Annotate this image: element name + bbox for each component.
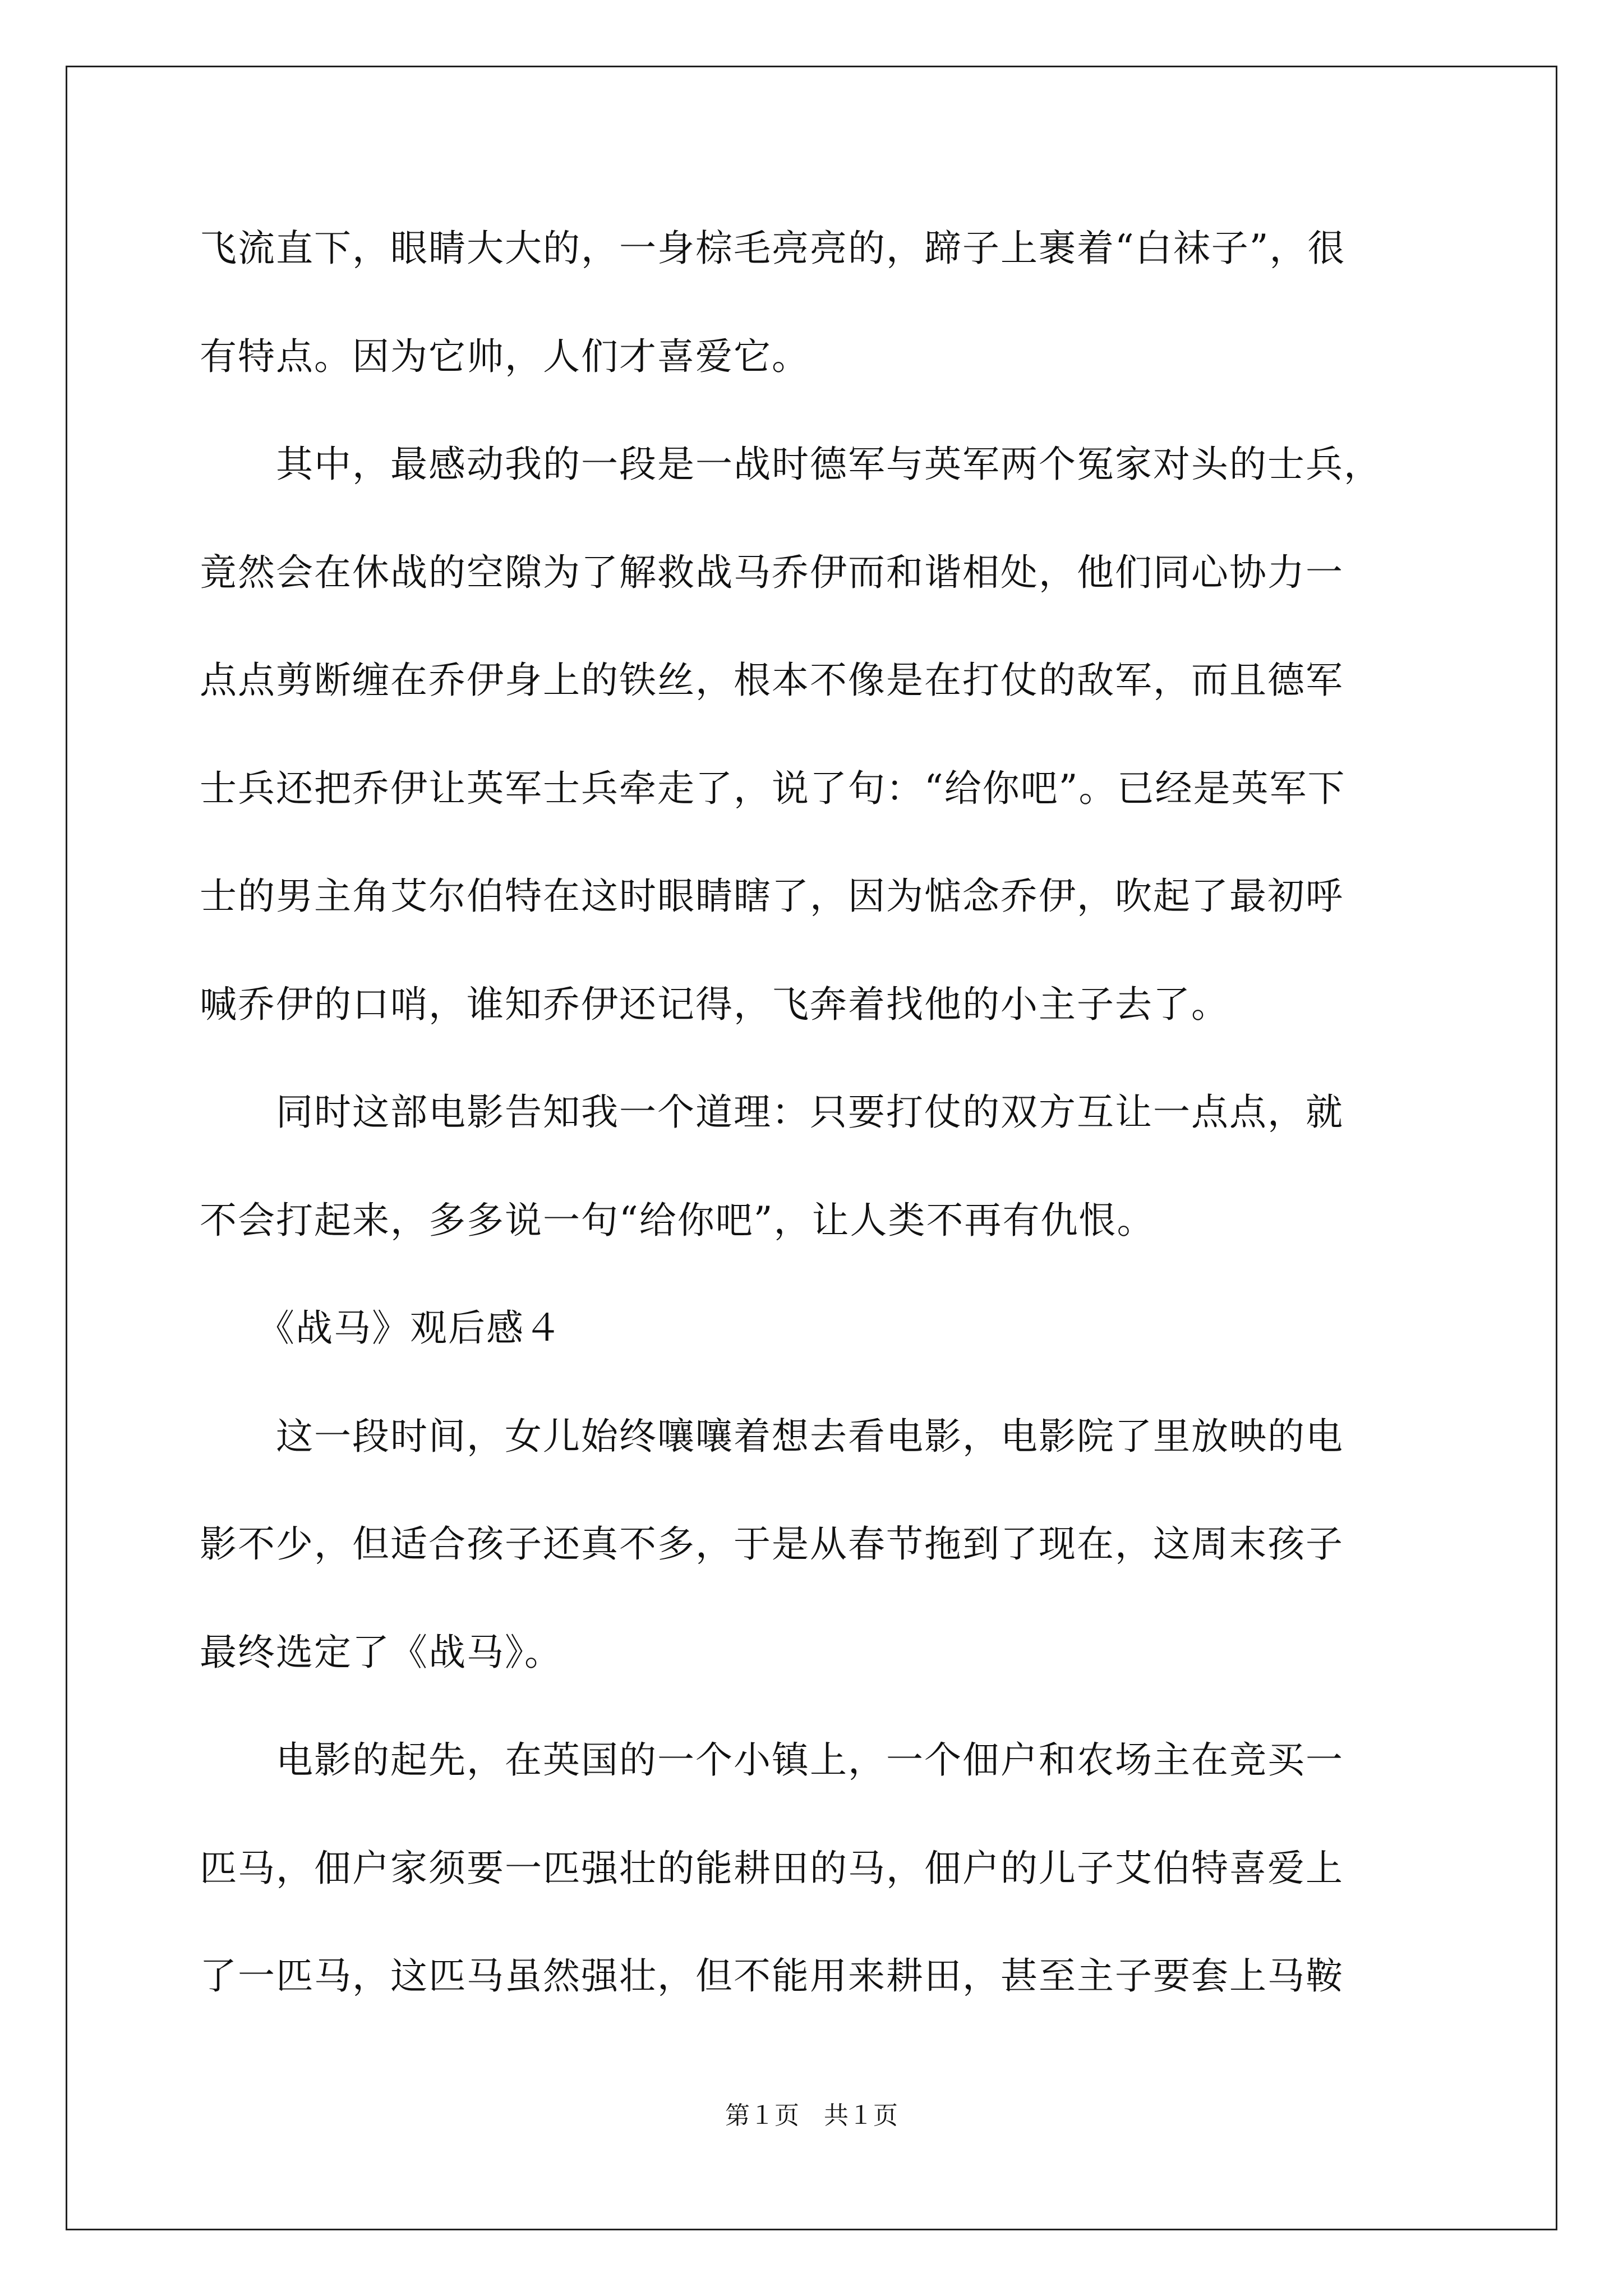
text-line: 士的男主角艾尔伯特在这时眼睛瞎了，因为惦念乔伊，吹起了最初呼	[200, 875, 1344, 918]
page-footer: 第１页 共１页	[725, 2101, 898, 2130]
text-line: 不会打起来，多多说一句“给你吧”，让人类不再有仇恨。	[200, 1199, 1155, 1242]
text-line: 士兵还把乔伊让英军士兵牵走了，说了句：“给你吧”。已经是英军下	[200, 767, 1346, 810]
text-line: 这一段时间，女儿始终嚷嚷着想去看电影，电影院了里放映的电	[200, 1415, 1344, 1458]
section-heading: 《战马》观后感４	[200, 1306, 562, 1350]
text-line: 最终选定了《战马》。	[200, 1631, 562, 1674]
text-line: 有特点。因为它帅，人们才喜爱它。	[200, 335, 810, 378]
text-line: 其中，最感动我的一段是一战时德军与英军两个冤家对头的士兵，	[200, 443, 1382, 486]
page-border	[66, 66, 1557, 2230]
text-line: 了一匹马，这匹马虽然强壮，但不能用来耕田，甚至主子要套上马鞍	[200, 1954, 1344, 1998]
text-line: 竟然会在休战的空隙为了解救战马乔伊而和谐相处，他们同心协力一	[200, 551, 1344, 594]
text-line: 点点剪断缠在乔伊身上的铁丝，根本不像是在打仗的敌军，而且德军	[200, 659, 1344, 702]
text-line: 飞流直下，眼睛大大的，一身棕毛亮亮的，蹄子上裹着“白袜子”，很	[200, 227, 1346, 270]
text-line: 喊乔伊的口哨，谁知乔伊还记得，飞奔着找他的小主子去了。	[200, 983, 1229, 1026]
text-line: 电影的起先，在英国的一个小镇上，一个佃户和农场主在竞买一	[200, 1738, 1344, 1782]
text-line: 同时这部电影告知我一个道理：只要打仗的双方互让一点点，就	[200, 1091, 1344, 1134]
text-line: 影不少，但适合孩子还真不多，于是从春节拖到了现在，这周末孩子	[200, 1522, 1344, 1566]
text-line: 匹马，佃户家须要一匹强壮的能耕田的马，佃户的儿子艾伯特喜爱上	[200, 1847, 1344, 1890]
